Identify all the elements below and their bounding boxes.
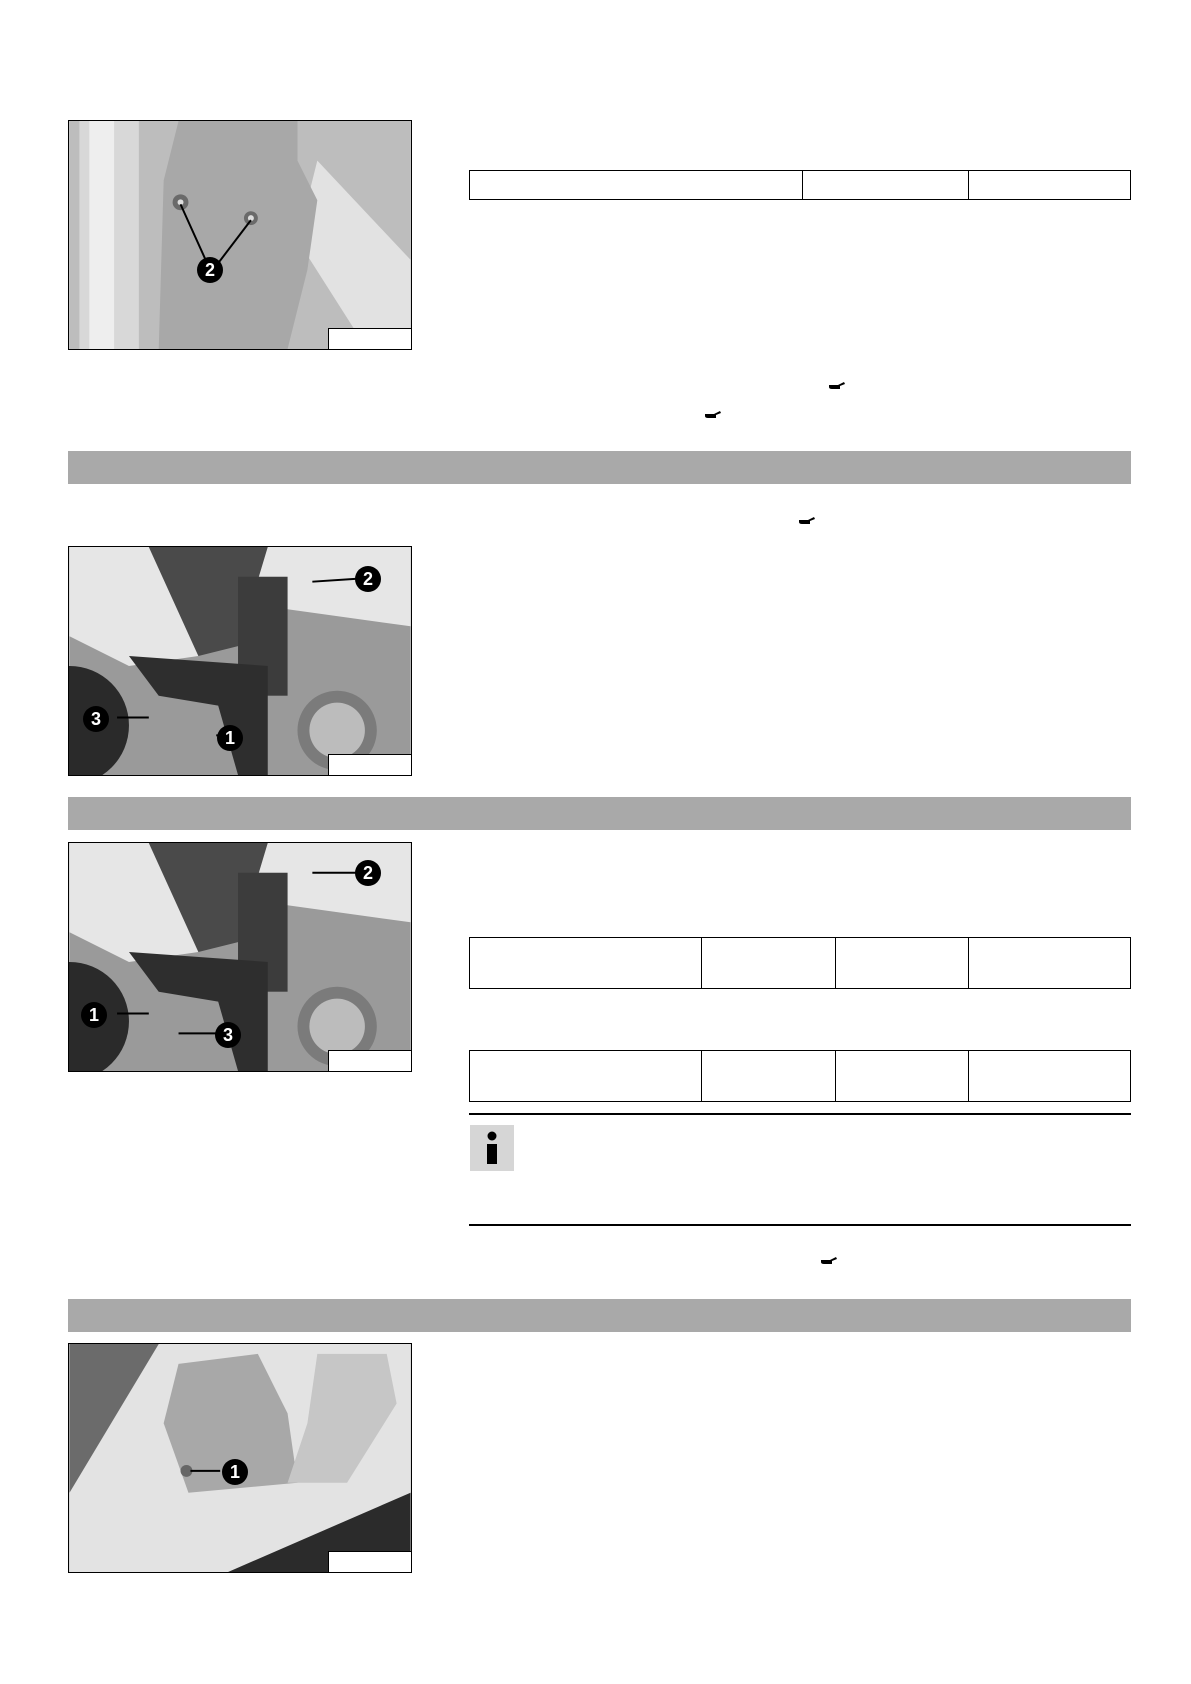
photo-tag [328, 1551, 411, 1572]
callout-1-badge: 1 [217, 725, 243, 751]
info-note-bottom-rule [469, 1224, 1131, 1226]
callout-1-badge: 1 [81, 1002, 107, 1028]
pointing-hand-icon [828, 381, 846, 391]
spec-table-3 [469, 1050, 1131, 1102]
table-row [470, 938, 1131, 989]
table-cell [969, 938, 1131, 989]
pointing-hand-icon [704, 410, 722, 420]
section-header-bar [68, 1299, 1131, 1332]
table-row [470, 171, 1131, 200]
table-cell [470, 1051, 702, 1102]
table-cell [702, 1051, 836, 1102]
table-cell [836, 1051, 969, 1102]
callout-2-badge: 2 [355, 860, 381, 886]
table-cell [803, 171, 969, 200]
pointing-hand-icon [798, 516, 816, 526]
callout-2-badge: 2 [197, 257, 223, 283]
photo-tag [328, 754, 411, 775]
info-note-top-rule [469, 1113, 1131, 1115]
photo-shock-absorber-2 [68, 842, 412, 1072]
table-cell [836, 938, 969, 989]
callout-2-badge: 2 [355, 566, 381, 592]
photo-shock-absorber-1 [68, 546, 412, 776]
info-icon [470, 1125, 514, 1171]
table-cell [969, 171, 1131, 200]
photo-rear-fender-screw [68, 1343, 412, 1573]
photo-1-image [69, 121, 411, 349]
callout-1-badge: 1 [222, 1459, 248, 1485]
table-cell [470, 171, 803, 200]
table-cell [470, 938, 702, 989]
section-header-bar [68, 797, 1131, 830]
table-cell [969, 1051, 1131, 1102]
section-header-bar [68, 451, 1131, 484]
photo-4-image [69, 1344, 411, 1572]
callout-3-badge: 3 [83, 706, 109, 732]
spec-table-2 [469, 937, 1131, 989]
spec-table-1 [469, 170, 1131, 200]
photo-tag [328, 1050, 411, 1071]
table-cell [702, 938, 836, 989]
table-row [470, 1051, 1131, 1102]
pointing-hand-icon [820, 1256, 838, 1266]
callout-3-badge: 3 [215, 1022, 241, 1048]
photo-fork-guard-screws [68, 120, 412, 350]
photo-tag [328, 328, 411, 349]
